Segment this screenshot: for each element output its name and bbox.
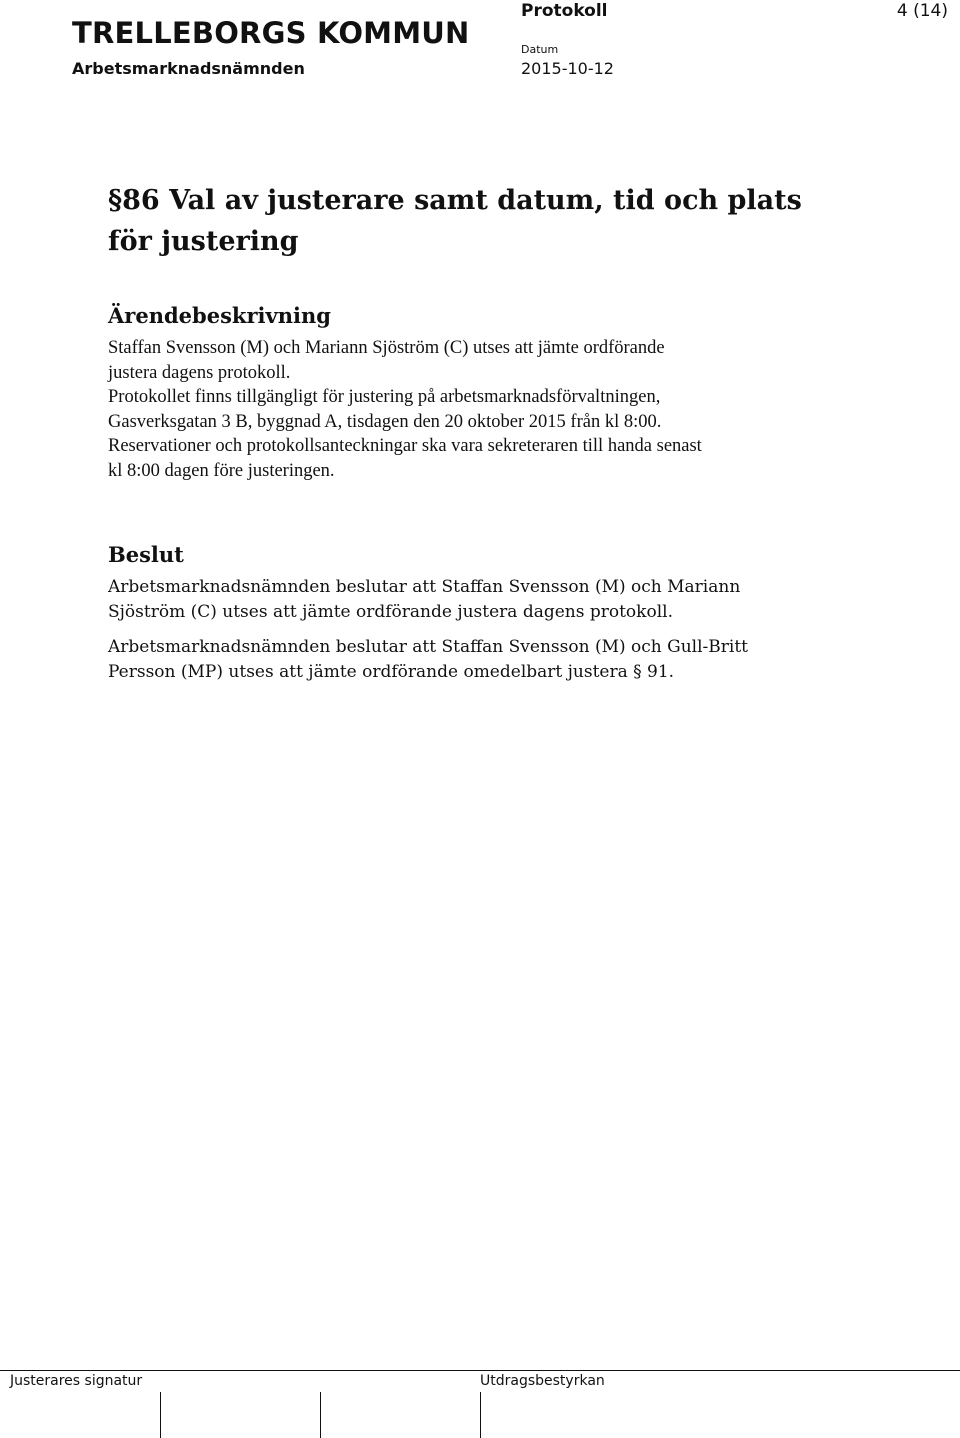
organization-name: TRELLEBORGS KOMMUN [72,16,470,50]
page-number: 4 (14) [896,1,948,21]
committee-name: Arbetsmarknadsnämnden [72,59,305,78]
decision-paragraph-1 [108,575,828,625]
section-content [108,180,828,685]
signature-box-divider [320,1392,321,1438]
decision-heading: Beslut [108,542,184,567]
description-text [108,336,828,483]
extract-label: Utdragsbestyrkan [480,1373,605,1389]
description-heading: Ärendebeskrivning [108,303,331,328]
description-line: Staffan Svensson (M) och Mariann Sjöström (C) utses att jämte ordförande [108,338,665,358]
description-line: kl 8:00 dagen före justeringen. [108,460,335,481]
signature-label: Justerares signatur [10,1373,143,1389]
date-value: 2015-10-12 [521,59,614,78]
decision-line: Arbetsmarknadsnämnden beslutar att Staffan Svensson (M) och Mariann [108,577,741,597]
extract-box-divider [480,1392,481,1438]
decision-line: Arbetsmarknadsnämnden beslutar att Staffan Svensson (M) och Gull-Britt [108,637,748,657]
footer-divider [0,1370,960,1371]
document-type: Protokoll [521,1,608,21]
date-label: Datum [521,43,559,56]
signature-box-divider [160,1392,161,1438]
decision-paragraph-2 [108,635,828,685]
description-line: Reservationer och protokollsanteckningar ska vara sekreteraren till handa senast [108,436,702,456]
decision-line: Sjöström (C) utses att jämte ordförande justera dagens protokoll. [108,602,673,622]
description-line: Protokollet finns tillgängligt för justering på arbetsmarknadsförvaltningen, [108,387,661,407]
description-line: Gasverksgatan 3 B, byggnad A, tisdagen den 20 oktober 2015 från kl 8:00. [108,411,662,432]
description-line: justera dagens protokoll. [108,362,291,383]
section-title: §86 Val av justerare samt datum, tid och plats för justering [108,185,802,257]
decision-line: Persson (MP) utses att jämte ordförande omedelbart justera § 91. [108,662,675,682]
